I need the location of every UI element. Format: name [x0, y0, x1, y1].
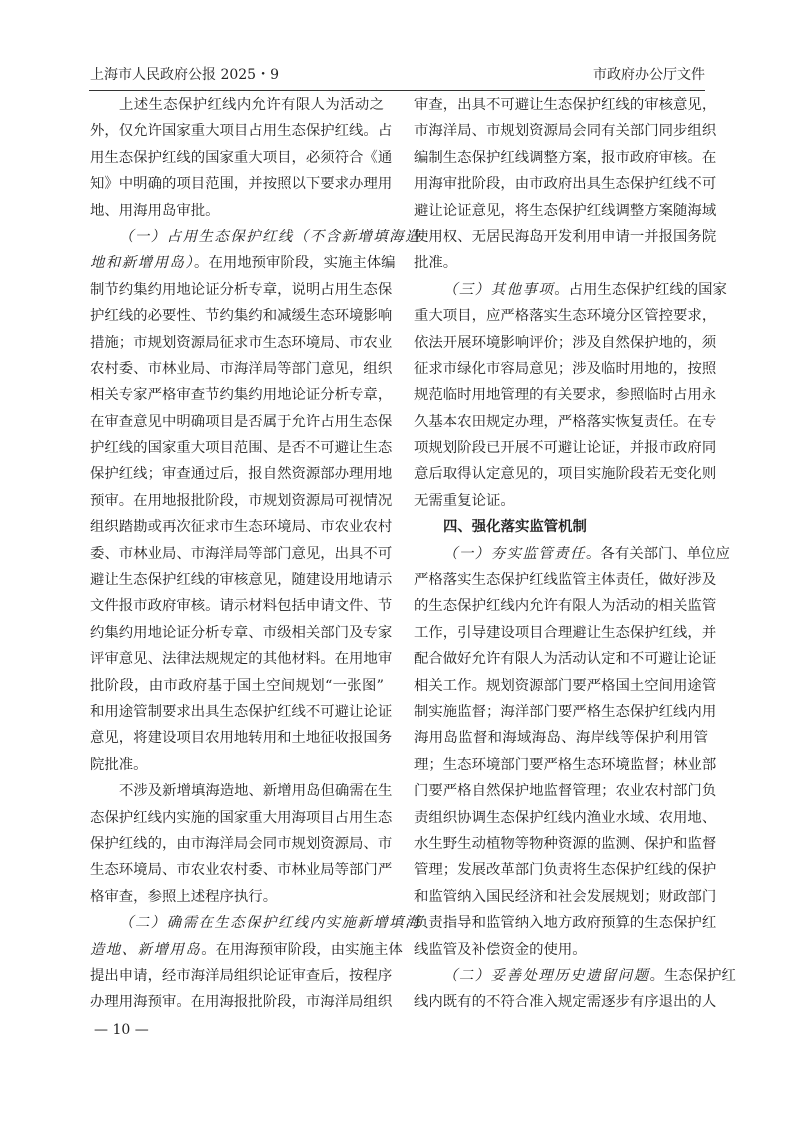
line-text: 负责指导和监管纳入地方政府预算的生态保护红: [414, 915, 717, 932]
line-text: 避让论证意见，将生态保护红线调整方案随海域: [414, 202, 717, 219]
text-line: [414, 884, 717, 910]
line-text: 制实施监督；海洋部门要严格生态保护红线内用: [414, 703, 717, 720]
text-line: [414, 593, 717, 619]
text-line: [414, 277, 727, 303]
subsection-heading: （三）其他事项: [443, 281, 555, 298]
line-text: 护红线的国家重大项目范围、是否不可避让生态: [90, 440, 393, 457]
text-line: [90, 514, 393, 540]
line-text: 编制生态保护红线调整方案，报市政府审核。在: [414, 149, 717, 166]
line-text: 。各有关部门、单位应: [586, 545, 730, 562]
text-line: [414, 356, 717, 382]
subsection-heading: （一）夯实监管责任: [443, 545, 587, 562]
text-line: [90, 910, 421, 936]
text-line: [414, 778, 717, 804]
line-text: 理；生态环境部门要严格生态环境监督；林业部: [414, 756, 717, 773]
line-text: 久基本农田规定办理，严格落实恢复责任。在专: [414, 413, 717, 430]
text-line: [90, 92, 384, 118]
line-text: 委、市林业局、市海洋局等部门意见，出具不可: [90, 545, 393, 562]
line-text: 提出申请，经市海洋局组织论证审查后，按程序: [90, 967, 393, 984]
page-number: — 10 —: [94, 1022, 149, 1038]
text-line: [90, 699, 393, 725]
line-text: 生态环境局、市农业农村委、市林业局等部门严: [90, 862, 393, 879]
text-line: [90, 330, 393, 356]
text-line: [414, 963, 736, 989]
text-line: [90, 461, 393, 487]
text-line: [414, 118, 717, 144]
text-line: [414, 488, 708, 514]
text-line: [414, 461, 717, 487]
running-header-section: 市政府办公厅文件: [593, 67, 705, 83]
line-text: 意后取得认定意见的，项目实施阶段若无变化则: [414, 466, 717, 483]
line-text: 上述生态保护红线内允许有限人为活动之: [119, 97, 384, 113]
line-text: 护红线的必要性、节约集约和减缓生态环境影响: [90, 308, 393, 325]
line-text: 保护红线；审查通过后，报自然资源部办理用地: [90, 466, 393, 483]
line-text: 地、用海用岛审批。: [90, 202, 220, 219]
line-text: 院批准。: [90, 756, 148, 773]
text-line: [90, 646, 393, 672]
line-text: 严格落实生态保护红线监管主体责任，做好涉及: [414, 572, 717, 589]
line-text: 的生态保护红线内允许有限人为活动的相关监管: [414, 598, 717, 615]
text-line: [414, 330, 717, 356]
line-text: 态保护红线内实施的国家重大用海项目占用生态: [90, 809, 393, 826]
text-line: [414, 805, 717, 831]
text-line: [414, 541, 730, 567]
text-line: [414, 303, 717, 329]
line-text: 使用权、无居民海岛开发利用申请一并报国务院: [414, 228, 717, 245]
line-text: 线监管及补偿资金的使用。: [414, 941, 587, 958]
text-line: [414, 409, 717, 435]
line-text: 重大项目，应严格落实生态环境分区管控要求，: [414, 308, 717, 325]
text-line: [90, 277, 393, 303]
text-line: [90, 752, 384, 778]
text-line: [414, 145, 717, 171]
header-rule: [89, 90, 705, 91]
text-line: [414, 857, 717, 883]
line-text: 外，仅允许国家重大项目占用生态保护红线。占: [90, 123, 393, 140]
line-text: 。占用生态保护红线的国家: [554, 281, 727, 298]
text-line: [90, 937, 403, 963]
line-text: 四、强化落实监管机制: [443, 518, 587, 536]
line-text: 保护红线的，由市海洋局会同市规划资源局、市: [90, 835, 393, 852]
line-text: 门要严格自然保护地监督管理；农业农村部门负: [414, 783, 717, 800]
subsection-heading: （一）占用生态保护红线（不含新增填海造: [119, 228, 421, 245]
text-line: [414, 646, 717, 672]
line-text: 。在用地预审阶段，实施主体编: [194, 255, 396, 272]
line-text: 无需重复论证。: [414, 492, 515, 509]
text-line: [90, 224, 421, 250]
line-text: 知》中明确的项目范围，并按照以下要求办理用: [90, 176, 393, 193]
line-text: 相关工作。规划资源部门要严格国土空间用途管: [414, 677, 717, 694]
line-text: 意见，将建设项目农用地转用和土地征收报国务: [90, 730, 393, 747]
line-text: 配合做好允许有限人为活动认定和不可避让论证: [414, 651, 717, 668]
text-line: [414, 250, 708, 276]
line-text: 不涉及新增填海造地、新增用岛但确需在生: [119, 783, 393, 800]
line-text: 市海洋局、市规划资源局会同有关部门同步组织: [414, 123, 717, 140]
text-line: [90, 409, 393, 435]
line-text: 相关专家严格审查节约集约用地论证分析专章，: [90, 387, 393, 404]
text-line: [90, 778, 393, 804]
line-text: 责组织协调生态保护红线内渔业水域、农用地、: [414, 809, 717, 826]
line-text: 管理；发展改革部门负责将生态保护红线的保护: [414, 862, 717, 879]
text-line: [414, 92, 717, 118]
text-line: [90, 541, 393, 567]
line-text: 办理用海预审。在用海报批阶段，市海洋局组织: [90, 994, 393, 1011]
line-text: 工作，引导建设项目合理避让生态保护红线，并: [414, 624, 717, 641]
line-text: 用海审批阶段，由市政府出具生态保护红线不可: [414, 176, 717, 193]
text-line: [90, 435, 393, 461]
text-line: [414, 382, 717, 408]
text-line: [90, 725, 393, 751]
text-line: [414, 699, 717, 725]
text-line: [90, 567, 393, 593]
text-line: [414, 725, 708, 751]
text-line: [414, 171, 717, 197]
line-text: 农村委、市林业局、市海洋局等部门意见，组织: [90, 360, 393, 377]
text-line: [90, 171, 393, 197]
line-text: 规范临时用地管理的有关要求，参照临时占用永: [414, 387, 717, 404]
text-column-left: [90, 92, 421, 1016]
line-text: 审查，出具不可避让生态保护红线的审核意见，: [414, 97, 717, 113]
subsection-heading: 地和新增用岛）: [90, 255, 195, 272]
text-line: [414, 831, 717, 857]
line-text: 文件报市政府审核。请示材料包括申请文件、节: [90, 598, 393, 615]
text-line: [414, 673, 717, 699]
line-text: 和用途管制要求出具生态保护红线不可避让论证: [90, 703, 393, 720]
line-text: 评审意见、法律法规规定的其他材料。在用地审: [90, 651, 393, 668]
text-line: [414, 910, 717, 936]
line-text: 和监管纳入国民经济和社会发展规划；财政部门: [414, 888, 717, 905]
text-line: [90, 118, 393, 144]
line-text: 措施；市规划资源局征求市生态环境局、市农业: [90, 334, 393, 351]
running-header-publication: 上海市人民政府公报 2025・9: [90, 67, 279, 83]
line-text: 避让生态保护红线的审核意见，随建设用地请示: [90, 572, 393, 589]
subsection-heading: （二）妥善处理历史遗留问题: [443, 967, 650, 984]
text-line: [414, 567, 717, 593]
text-line: [90, 145, 393, 171]
section-heading: [414, 514, 708, 540]
line-text: 海用岛监督和海域海岛、海岸线等保护利用管: [414, 730, 708, 747]
text-line: [90, 884, 384, 910]
text-line: [90, 805, 393, 831]
line-text: 线内既有的不符合准入规定需逐步有序退出的人: [414, 994, 717, 1011]
subsection-heading: 造地、新增用岛: [90, 941, 202, 958]
text-line: [90, 857, 393, 883]
text-line: [90, 673, 384, 699]
text-line: [90, 488, 393, 514]
text-line: [90, 989, 393, 1015]
line-text: 。生态保护红: [649, 967, 736, 984]
line-text: 。在用海预审阶段，由实施主体: [201, 941, 403, 958]
text-line: [90, 593, 393, 619]
line-text: 预审。在用地报批阶段，市规划资源局可视情况: [90, 492, 393, 509]
line-text: 约集约用地论证分析专章、市级相关部门及专家: [90, 624, 393, 641]
line-text: 格审查，参照上述程序执行。: [90, 888, 278, 905]
text-line: [90, 198, 384, 224]
line-text: 制节约集约用地论证分析专章，说明占用生态保: [90, 281, 393, 298]
text-line: [90, 382, 393, 408]
text-line: [90, 620, 393, 646]
text-line: [414, 989, 717, 1015]
text-line: [90, 303, 393, 329]
line-text: 依法开展环境影响评价；涉及自然保护地的，须: [414, 334, 717, 351]
text-line: [90, 250, 396, 276]
line-text: 批准。: [414, 255, 458, 272]
text-line: [414, 752, 717, 778]
subsection-heading: （二）确需在生态保护红线内实施新增填海: [119, 915, 421, 932]
line-text: 征求市绿化市容局意见；涉及临时用地的，按照: [414, 360, 717, 377]
line-text: 用生态保护红线的国家重大项目，必须符合《通: [90, 149, 393, 166]
line-text: 组织踏勘或再次征求市生态环境局、市农业农村: [90, 519, 393, 536]
line-text: 批阶段，由市政府基于国土空间规划“一张图”: [90, 677, 384, 694]
text-line: [414, 198, 717, 224]
text-column-right: [414, 92, 736, 1016]
text-line: [414, 620, 717, 646]
line-text: 在审查意见中明确项目是否属于允许占用生态保: [90, 413, 393, 430]
line-text: 水生野生动植物等物种资源的监测、保护和监督: [414, 835, 717, 852]
text-line: [90, 356, 393, 382]
text-line: [414, 435, 717, 461]
text-line: [414, 937, 708, 963]
text-line: [414, 224, 717, 250]
text-line: [90, 831, 393, 857]
line-text: 项规划阶段已开展不可避让论证，并报市政府同: [414, 440, 717, 457]
text-line: [90, 963, 393, 989]
